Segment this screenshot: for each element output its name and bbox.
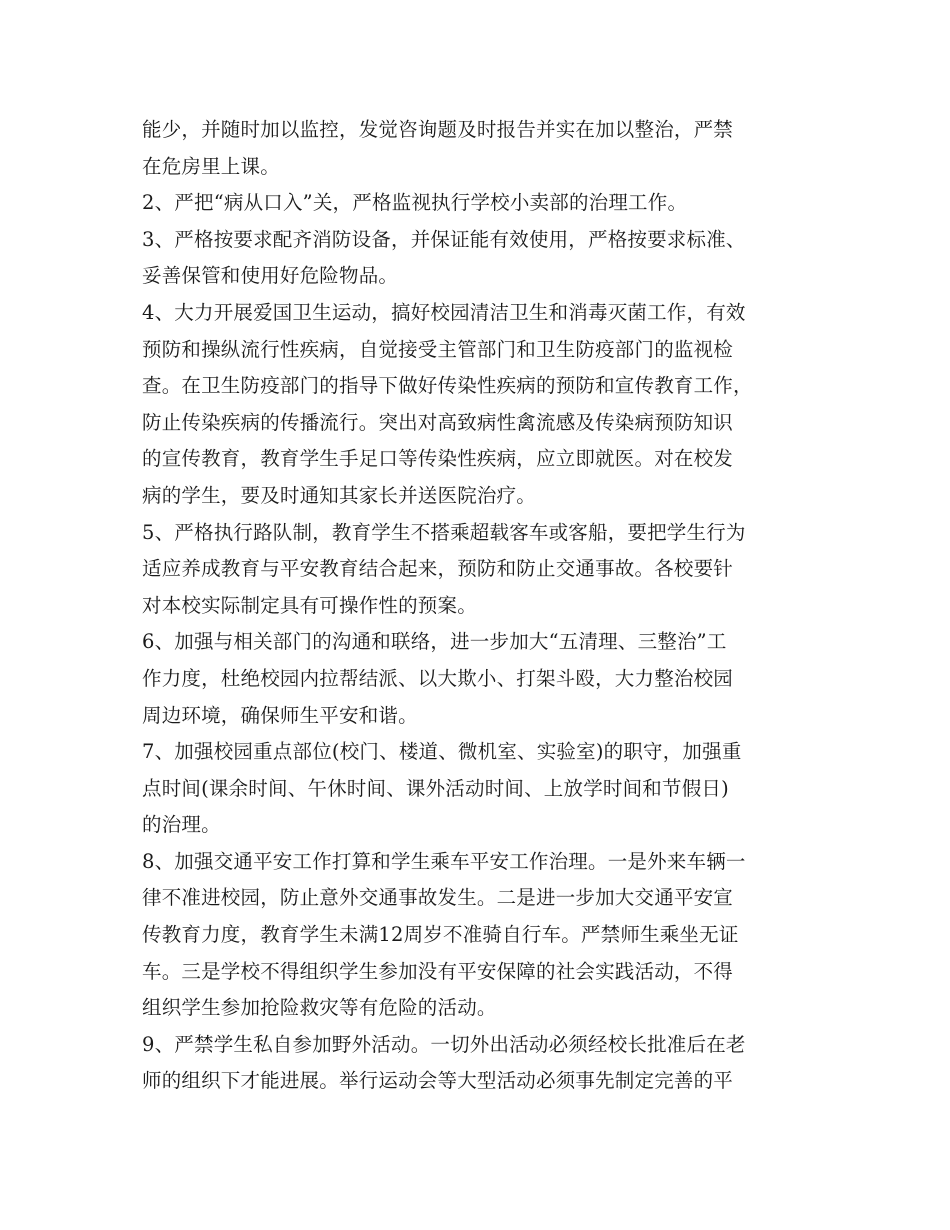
text-line: 师的组织下才能进展。举行运动会等大型活动必须事先制定完善的平 xyxy=(142,1069,734,1093)
text-line: 3、严格按要求配齐消防设备，并保证能有效使用，严格按要求标准、 xyxy=(142,227,746,251)
text-line: 作力度，杜绝校园内拉帮结派、以大欺小、打架斗殴，大力整治校园 xyxy=(142,666,734,690)
text-line: 能少，并随时加以监控，发觉咨询题及时报告并实在加以整治，严禁 xyxy=(142,118,734,141)
text-line: 适应养成教育与平安教育结合起来，预防和防止交通事故。各校要针 xyxy=(142,557,734,581)
text-line: 周边环境，确保师生平安和谐。 xyxy=(142,703,418,727)
text-line: 7、加强校园重点部位(校门、楼道、微机室、实验室)的职守，加强重 xyxy=(142,740,742,764)
text-line: 车。三是学校不得组织学生参加没有平安保障的社会实践活动，不得 xyxy=(142,959,734,983)
text-line: 9、严禁学生私自参加野外活动。一切外出活动必须经校长批准后在老 xyxy=(142,1032,746,1056)
text-line: 的治理。 xyxy=(142,813,221,837)
document-body xyxy=(142,112,822,1100)
text-line: 防止传染疾病的传播流行。突出对高致病性禽流感及传染病预防知识 xyxy=(142,410,734,434)
text-line: 查。在卫生防疫部门的指导下做好传染性疾病的预防和宣传教育工作， xyxy=(142,374,753,398)
text-line: 2、严把“病从口入”关，严格监视执行学校小卖部的治理工作。 xyxy=(142,191,688,215)
text-line: 妥善保管和使用好危险物品。 xyxy=(142,264,399,288)
text-line: 5、严格执行路队制，教育学生不搭乘超载客车或客船，要把学生行为 xyxy=(142,520,746,544)
text-line: 8、加强交通平安工作打算和学生乘车平安工作治理。一是外来车辆一 xyxy=(142,849,746,873)
text-line: 4、大力开展爱国卫生运动，搞好校园清洁卫生和消毒灭菌工作，有效 xyxy=(142,300,746,324)
text-line: 预防和操纵流行性疾病，自觉接受主管部门和卫生防疫部门的监视检 xyxy=(142,337,734,361)
text-line: 组织学生参加抢险救灾等有危险的活动。 xyxy=(142,996,497,1020)
text-line: 病的学生，要及时通知其家长并送医院治疗。 xyxy=(142,483,537,507)
text-line: 传教育力度，教育学生未满12周岁不准骑自行车。严禁师生乘坐无证 xyxy=(142,923,739,947)
text-line: 律不准进校园，防止意外交通事故发生。二是进一步加大交通平安宣 xyxy=(142,886,734,910)
text-line: 点时间(课余时间、午休时间、课外活动时间、上放学时间和节假日) xyxy=(142,776,729,800)
text-line: 对本校实际制定具有可操作性的预案。 xyxy=(142,593,477,617)
text-line: 6、加强与相关部门的沟通和联络，进一步加大“五清理、三整治”工 xyxy=(142,630,727,654)
text-line: 的宣传教育，教育学生手足口等传染性疾病，应立即就医。对在校发 xyxy=(142,447,734,471)
text-line: 在危房里上课。 xyxy=(142,154,280,178)
